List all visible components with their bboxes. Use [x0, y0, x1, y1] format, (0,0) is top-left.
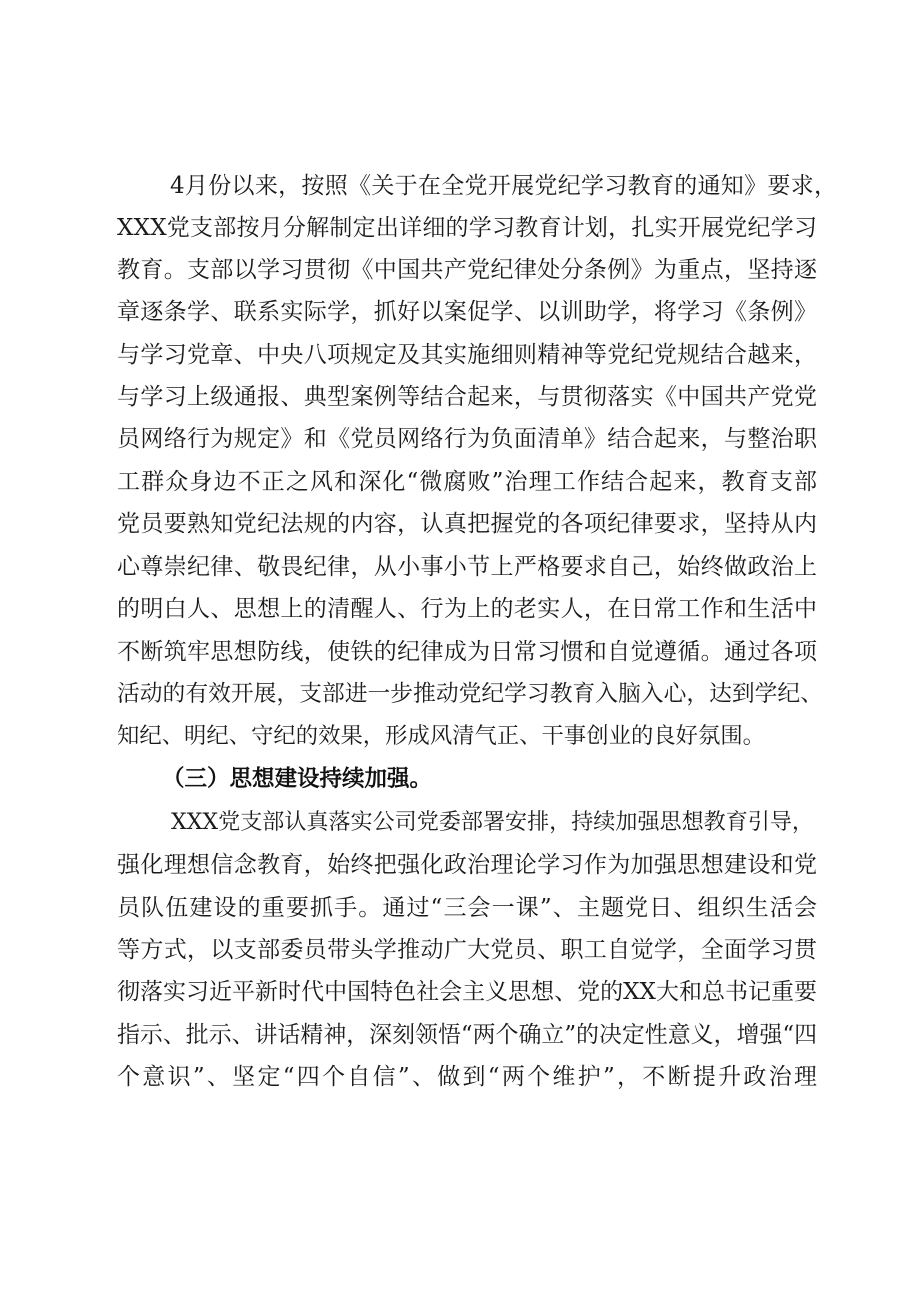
paragraph-1-line: 与学习上级通报、典型案例等结合起来，与贯彻落实《中国共产党党	[117, 384, 818, 410]
paragraph-1-line: 活动的有效开展，支部进一步推动党纪学习教育入脑入心，达到学纪、	[117, 681, 823, 707]
paragraph-1-line: 工群众身边不正之风和深化“微腐败”治理工作结合起来，教育支部	[117, 469, 819, 495]
paragraph-1-line: 教育。支部以学习贯彻《中国共产党纪律处分条例》为重点，坚持逐	[117, 257, 818, 283]
paragraph-1-line: 4月份以来，按照《关于在全党开展党纪学习教育的通知》要求，	[170, 173, 838, 199]
paragraph-2-line: 员队伍建设的重要抓手。通过“三会一课”、主题党日、组织生活会	[117, 895, 819, 921]
paragraph-1-line: 党员要熟知党纪法规的内容，认真把握党的各项纪律要求，坚持从内	[117, 511, 818, 537]
paragraph-2-line: 等方式，以支部委员带头学推动广大党员、职工自觉学，全面学习贯	[117, 937, 818, 963]
paragraph-2-line: 个意识”、坚定“四个自信”、做到“两个维护”，不断提升政治理	[117, 1064, 820, 1090]
paragraph-2-line: XXX党支部认真落实公司党委部署安排，持续加强思想教育引导，	[171, 810, 814, 835]
paragraph-1-line: 知纪、明纪、守纪的效果，形成风清气正、干事创业的良好氛围。	[117, 723, 766, 749]
paragraph-2-line: 强化理想信念教育，始终把强化政治理论学习作为加强思想建设和党	[117, 852, 818, 878]
paragraph-1-line: 员网络行为规定》和《党员网络行为负面清单》结合起来，与整治职	[117, 426, 818, 452]
section-heading: （三）思想建设持续加强。	[162, 766, 433, 792]
paragraph-2-line: 彻落实习近平新时代中国特色社会主义思想、党的XX大和总书记重要	[117, 979, 817, 1005]
paragraph-1-line: XXX党支部按月分解制定出详细的学习教育计划，扎实开展党纪学习	[117, 215, 818, 241]
paragraph-1-line: 与学习党章、中央八项规定及其实施细则精神等党纪党规结合越来，	[117, 342, 818, 368]
paragraph-2-line: 指示、批示、讲话精神，深刻领悟“两个确立”的决定性意义，增强“四	[117, 1022, 818, 1048]
paragraph-1-line: 章逐条学、联系实际学，抓好以案促学、以训助学，将学习《条例》	[117, 299, 818, 325]
paragraph-1-line: 心尊崇纪律、敬畏纪律，从小事小节上严格要求自己，始终做政治上	[117, 554, 818, 580]
paragraph-1-line: 不断筑牢思想防线，使铁的纪律成为日常习惯和自觉遵循。通过各项	[117, 639, 818, 665]
paragraph-1-line: 的明白人、思想上的清醒人、行为上的老实人，在日常工作和生活中	[117, 596, 818, 622]
